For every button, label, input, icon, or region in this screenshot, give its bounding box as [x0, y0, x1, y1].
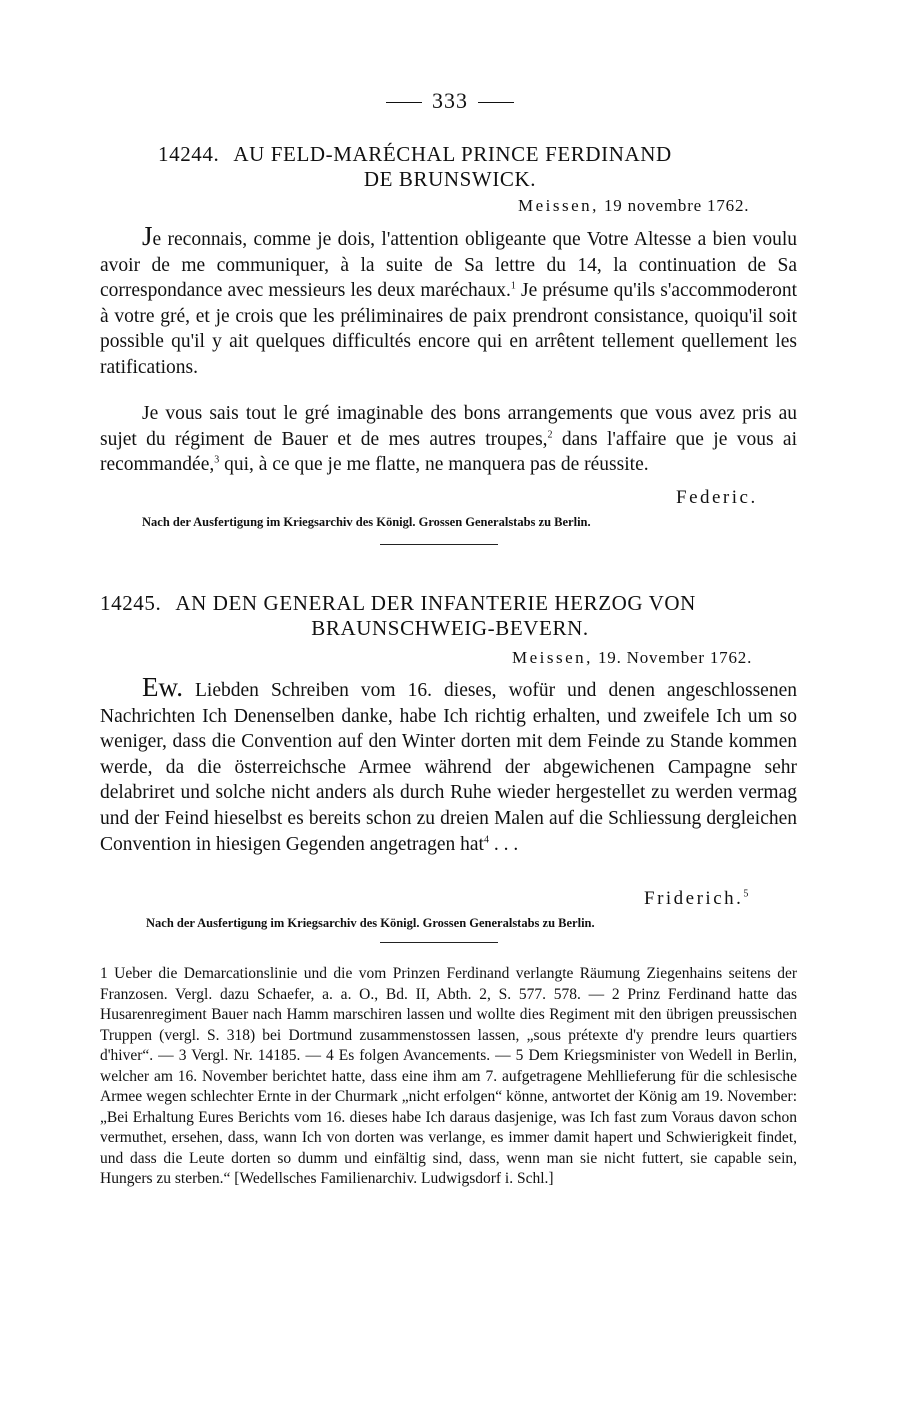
- page-number-dash-right: [478, 102, 514, 103]
- footnote-ref: 1: [510, 280, 516, 292]
- paragraph-text: Liebden Schreiben vom 16. dieses, wofür und denen angeschlossenen Nachrichten Ich Denenselben danke, habe Ich richtig erhalten, und zweifele Ich um so weniger, dass die Convention auf den Winter dorten mit dem Feinde zu Stande kommen werde, da die österreichsche Armee während der abgewichenen Campagne sehr delabriret und solche nicht anders als durch Ruhe wieder hergestellet zu werden vermag und der Feind hieselbst es bereits schon zu dreien Malen auf die Schliessung dergleichen Convention in hiesigen Gegenden angetragen hat: [100, 680, 797, 855]
- footnote-ref: 2: [547, 429, 553, 441]
- paragraph-text: qui, à ce que je me flatte, ne manquera pas de réussite.: [219, 454, 649, 476]
- letter-heading-line2: DE BRUNSWICK.: [363, 167, 537, 191]
- paragraph-text: Je présume qu'ils s'accommoderont à votre gré, et je crois que les préliminaires de paix prendront consistance, quoiqu'il soit possible qu'il y ait quelques difficultés encore qui en arrêtent tellement quellement les ratifications.: [100, 280, 797, 378]
- letter-heading-line1: AN DEN GENERAL DER INFANTERIE HERZOG VON: [175, 591, 696, 615]
- signature-text: Friderich.: [644, 888, 744, 909]
- signature: Federic.: [676, 487, 758, 508]
- section-divider: [380, 544, 498, 545]
- initial-letter: J: [142, 221, 153, 251]
- page-number-text: 333: [432, 88, 468, 113]
- letter-paragraph: [100, 672, 797, 857]
- letter-dateline: [512, 648, 752, 668]
- letter-dateline: [518, 196, 749, 216]
- date-place: Meissen,: [512, 648, 593, 667]
- letter-paragraph: [100, 401, 797, 478]
- footnotes: 1 Ueber die Demarcationslinie und die vom Prinzen Ferdinand verlangte Räumung Ziegenhains seitens der Franzosen. Vergl. dazu Schaefer, a. a. O., Bd. II, Abth. 2, S. 577. 578. — 2 Prinz Ferdinand hatte das Husarenregiment Bauer nach Hamm marschiren lassen und wollte dies Regiment mit den übrigen preussischen Truppen (vergl. S. 318) bei Dortmund zusammenstossen lassen, „sous prétexte d'y prendre leurs quartiers d'hiver“. — 3 Vergl. Nr. 14185. — 4 Es folgen Avancements. — 5 Dem Kriegsminister von Wedell in Berlin, welcher am 16. November berichtet hatte, dass eine ihm am 7. aufgetragene Mehllieferung für die schlesische Armee wegen schlechter Ernte in der Churmark „nicht erfolgen“ könne, antwortet der König am 19. November: „Bei Erhaltung Eures Berichts vom 16. dieses habe Ich daraus dasjenige, was Ich fast zum Voraus davon schon vermuthet, ersehen, dass, wann Ich von dorten was verlange, es immer damit hapert und Schwierigkeit findet, und dass die Leute dorten so dumm und einfältig sind, dass, wenn man sie nicht futtert, sie capable sein, Hungers zu sterben.“ [Wedellsches Familienarchiv. Ludwigsdorf i. Schl.]: [100, 965, 797, 1187]
- paragraph-text: Je vous sais tout le gré imaginable des bons arrangements que vous avez pris au sujet du régiment de Bauer et de mes autres troupes,: [100, 403, 797, 450]
- letter-number: 14245.: [100, 591, 162, 615]
- source-note: Nach der Ausfertigung im Kriegsarchiv des Königl. Grossen Generalstabs zu Berlin.: [142, 515, 591, 529]
- paragraph-text: . . .: [488, 833, 519, 855]
- letter-number: 14244.: [158, 142, 220, 166]
- letter-heading-line1: AU FELD-MARÉCHAL PRINCE FERDINAND: [233, 142, 672, 166]
- letter-heading-line2: BRAUNSCHWEIG-BEVERN.: [311, 616, 589, 640]
- date-place: Meissen,: [518, 196, 599, 215]
- footnote-ref: 5: [743, 888, 751, 900]
- letter-heading-14245: [100, 591, 800, 641]
- paragraph-text: e reconnais, comme je dois, l'attention obligeante que Votre Altesse a bien voulu avoir de me communiquer, à la suite de Sa lettre du 14, la continuation de Sa correspondance avec messieurs les deux maréchaux.: [100, 229, 797, 302]
- date-text: 19. November 1762.: [597, 648, 753, 667]
- initial-word: Ew.: [142, 672, 183, 702]
- date-text: 19 novembre 1762.: [603, 196, 750, 215]
- page-number: [0, 88, 900, 114]
- paragraph-text: dans l'affaire que je vous ai recommandée,: [100, 428, 797, 476]
- footnote-divider: [380, 942, 498, 943]
- signature: [644, 888, 751, 910]
- page-number-dash-left: [386, 102, 422, 103]
- footnote-ref: 4: [483, 834, 489, 846]
- letter-paragraph: [100, 221, 797, 381]
- footnote-ref: 3: [214, 454, 220, 466]
- source-note: Nach der Ausfertigung im Kriegsarchiv des Königl. Grossen Generalstabs zu Berlin.: [146, 916, 595, 930]
- letter-heading-14244: [100, 142, 800, 192]
